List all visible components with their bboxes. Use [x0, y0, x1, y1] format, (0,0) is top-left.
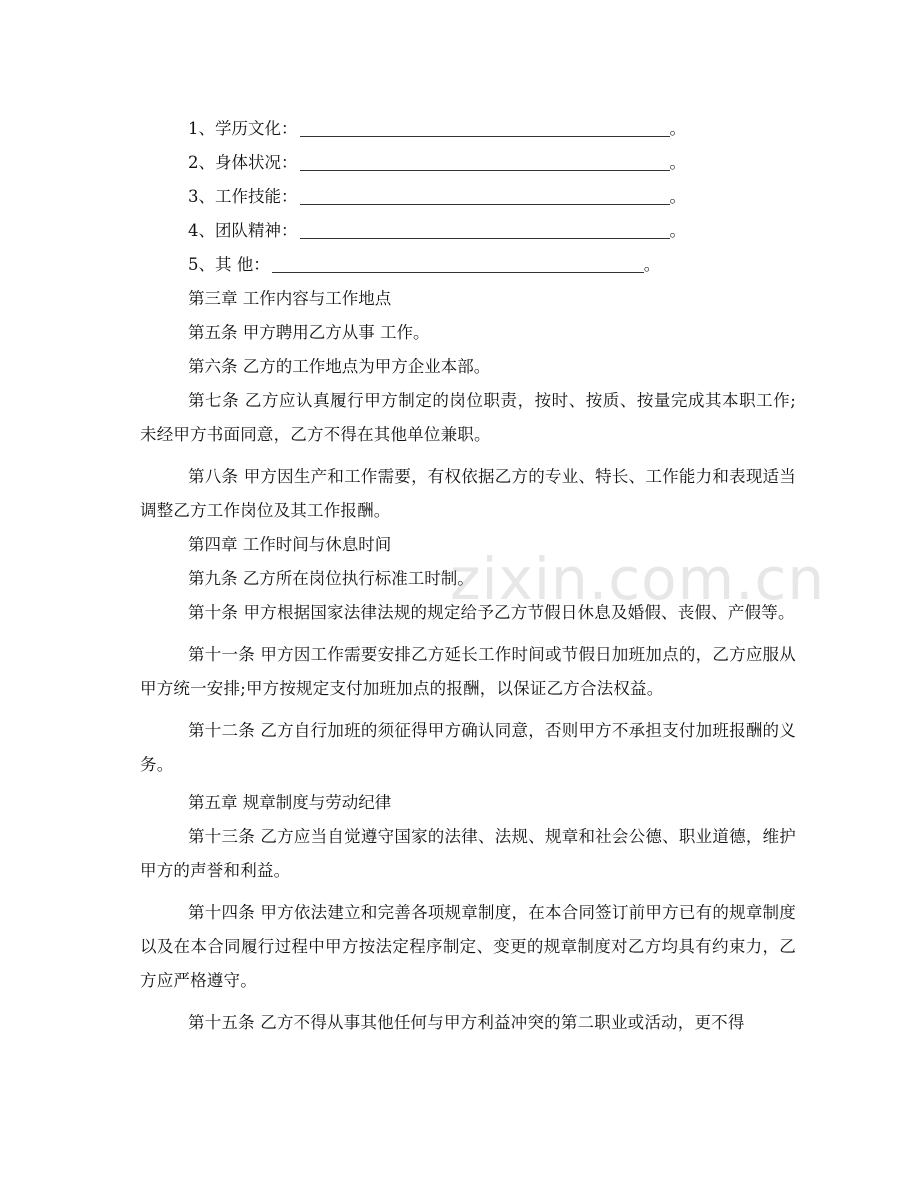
fill-in-health	[140, 146, 796, 180]
article-13: 第十三条 乙方应当自觉遵守国家的法律、法规、规章和社会公德、职业道德，维护甲方的声誉和利益。	[140, 827, 796, 880]
chapter-4-heading: 第四章 工作时间与休息时间	[188, 535, 392, 554]
document-body	[140, 112, 796, 1040]
fill-in-blank	[300, 116, 670, 137]
fill-in-skills	[140, 180, 796, 214]
fill-in-label: 2、身体状况：	[188, 153, 298, 172]
fill-in-teamwork	[140, 214, 796, 248]
article-5: 第五条 甲方聘用乙方从事 工作。	[188, 323, 430, 342]
fill-in-label: 1、学历文化：	[188, 119, 298, 138]
article-12: 第十二条 乙方自行加班的须征得甲方确认同意，否则甲方不承担支付加班报酬的义务。	[140, 721, 796, 774]
fill-in-end: 。	[669, 153, 686, 172]
article-6: 第六条 乙方的工作地点为甲方企业本部。	[188, 357, 491, 376]
article-14: 第十四条 甲方依法建立和完善各项规章制度，在本合同签订前甲方已有的规章制度以及在本合同履行过程中甲方按法定程序制定、变更的规章制度对乙方均具有约束力，乙方应严格遵守。	[140, 903, 796, 990]
fill-in-end: 。	[643, 255, 661, 274]
fill-in-end: 。	[669, 119, 686, 138]
fill-in-blank	[300, 218, 670, 239]
article-7: 第七条 乙方应认真履行甲方制定的岗位职责，按时、按质、按量完成其本职工作;未经甲方书面同意，乙方不得在其他单位兼职。	[140, 391, 796, 444]
article-10: 第十条 甲方根据国家法律法规的规定给予乙方节假日休息及婚假、丧假、产假等。	[188, 603, 795, 622]
fill-in-label: 4、团队精神：	[188, 221, 298, 240]
fill-in-blank	[272, 252, 644, 273]
watermark: zixin.com.cn	[450, 545, 826, 613]
fill-in-end: 。	[669, 221, 686, 240]
fill-in-other	[140, 248, 796, 282]
fill-in-label: 3、工作技能：	[188, 187, 298, 206]
article-8: 第八条 甲方因生产和工作需要，有权依据乙方的专业、特长、工作能力和表现适当调整乙方工作岗位及其工作报酬。	[140, 467, 796, 520]
article-15: 第十五条 乙方不得从事其他任何与甲方利益冲突的第二职业或活动，更不得	[188, 1013, 745, 1032]
fill-in-education	[140, 112, 796, 146]
fill-in-blank	[300, 184, 670, 205]
fill-in-label: 5、其 他：	[188, 255, 270, 274]
article-11: 第十一条 甲方因工作需要安排乙方延长工作时间或节假日加班加点的，乙方应服从甲方统一安排;甲方按规定支付加班加点的报酬，以保证乙方合法权益。	[140, 645, 796, 698]
article-9: 第九条 乙方所在岗位执行标准工时制。	[188, 569, 474, 588]
chapter-5-heading: 第五章 规章制度与劳动纪律	[188, 793, 392, 812]
fill-in-end: 。	[669, 187, 686, 206]
fill-in-blank	[300, 150, 670, 171]
chapter-3-heading: 第三章 工作内容与工作地点	[188, 289, 392, 308]
